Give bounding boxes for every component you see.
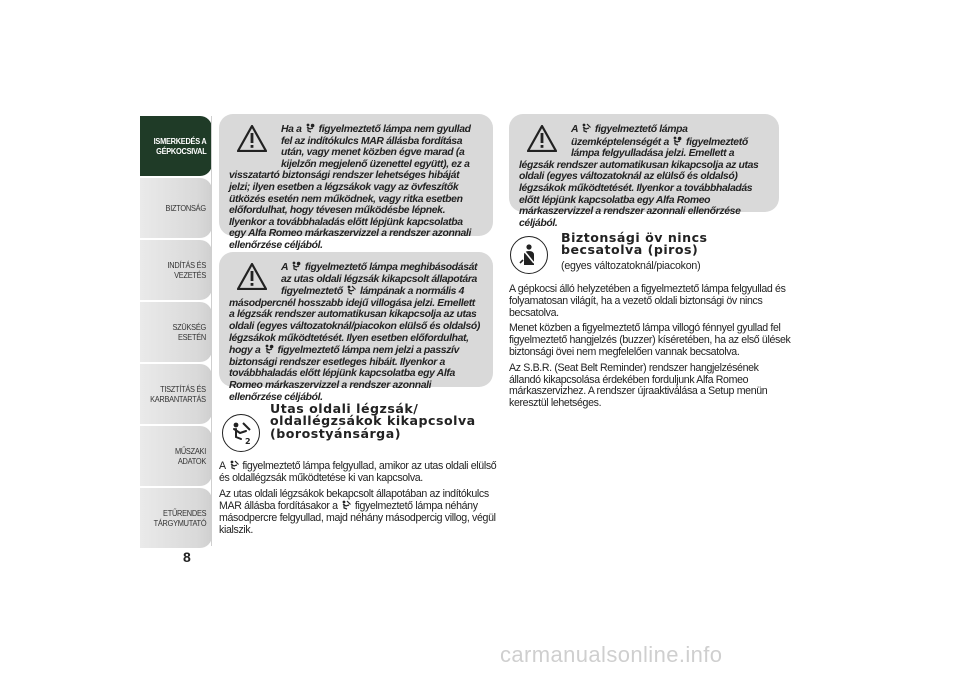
tab-ismerkedes[interactable]: ISMERKEDÉS A GÉPKOCSIVAL — [140, 116, 212, 176]
section-subtitle: (egyes változatoknál/piacokon) — [561, 259, 701, 272]
chapter-sidebar — [140, 116, 212, 550]
watermark: carmanualsonline.info — [500, 642, 723, 667]
airbag-lamp-icon — [305, 123, 315, 133]
airbag-off-lamp-icon — [581, 123, 591, 133]
airbag-lamp-icon — [291, 261, 301, 271]
warning-box-airbag-fault: Ha a figyelmeztető lámpa nem gyullad fel az indítókulcs MAR állásba fordítása után, vagy menet közben égve marad (a kijelzőn megjelenő üzenettel együtt), ez a visszatartó biztonsági rendszer lehetséges hibáját jelzi; ilyen esetben a légzsákok vagy az övfeszítők ütközés esetén nem működnek, vagy ritka esetben előfordulhat, hogy tévesen működésbe lépnek. Ilyenkor a továbbhaladás előtt lépjünk kapcsolatba egy Alfa Romeo márkaszervizzel a rendszer azonnali ellenőrzése céljából. — [219, 114, 493, 236]
airbag-off-lamp-icon — [341, 500, 351, 510]
section-body-seat-belt — [509, 284, 791, 414]
svg-text:2: 2 — [245, 437, 251, 446]
passenger-airbag-off-icon — [222, 414, 260, 452]
tab-biztonsag[interactable]: BIZTONSÁG — [140, 178, 212, 238]
paragraph: Az S.B.R. (Seat Belt Reminder) rendszer hangjelzésének állandó kikapcsolása érdekében forduljunk Alfa Romeo márkaszervizhez. A rendszer újraaktiválása a Setup menün keresztül lehetséges. — [509, 361, 768, 410]
tab-tisztitas[interactable]: TISZTÍTÁS ÉS KARBANTARTÁS — [140, 364, 212, 424]
section-body-passenger-airbag — [219, 460, 501, 541]
sidebar-divider — [211, 116, 212, 546]
paragraph: A figyelmeztető lámpa felgyullad, amikor az utas oldali elülső és oldallégzsák működtetése ki van kapcsolva. — [219, 460, 497, 484]
page-number: 8 — [183, 549, 191, 565]
airbag-lamp-icon — [264, 344, 274, 354]
warning-triangle-icon — [519, 123, 565, 157]
airbag-off-lamp-icon — [229, 460, 239, 470]
warning-box-lamp-inoperative: A figyelmeztető lámpa üzemképtelenségét a figyelmeztető lámpa felgyulladása jelzi. Emellett a légzsák rendszer automatikusan kikapcsolja az utas oldali (egyes változatoknál az elülső és oldalsó) légzsákok működtetését. Ilyenkor a továbbhaladás előtt lépjünk kapcsolatba egy Alfa Romeo márkaszervizzel a rendszer azonnali ellenőrzése céljából. — [509, 114, 779, 212]
section-title-seat-belt: Biztonsági öv nincs becsatolva (piros) (egyes változatoknál/piacokon) — [561, 232, 786, 272]
airbag-lamp-icon — [672, 136, 682, 146]
warning-box-lamp-fault: A figyelmeztető lámpa meghibásodását az utas oldali légzsák kikapcsolt állapotára figyelmeztető lámpának a normális 4 másodpercnél hosszabb idejű villogása jelzi. Emellett a légzsák rendszer automatikusan kikapcsolja az utas oldali (egyes változatoknál/piacokon elülső és oldalsó) légzsákok működtetését. Ilyen esetben előfordulhat, hogy a figyelmeztető lámpa nem jelzi a passzív biztonsági rendszer esetleges hibáit. Ilyenkor a továbbhaladás előtt lépjünk kapcsolatba egy Alfa Romeo márkaszervizzel a rendszer azonnali ellenőrzése céljából. — [219, 252, 493, 387]
tab-szukseg[interactable]: SZÜKSÉG ESETÉN — [140, 302, 212, 362]
paragraph: Menet közben a figyelmeztető lámpa villogó fénnyel gyullad fel figyelmeztető hangjelzés (buzzer) kíséretében, ha az első ülések biztonsági övei nem megfelelően vannak becsatolva. — [509, 322, 791, 358]
airbag-off-lamp-icon — [346, 285, 356, 295]
warning-triangle-icon — [229, 261, 275, 295]
seat-belt-icon — [510, 236, 548, 274]
paragraph: A gépkocsi álló helyzetében a figyelmeztető lámpa felgyullad és folyamatosan világít, ha a vezető oldali biztonsági öv nincs becsatolva. — [509, 283, 786, 319]
tab-inditas[interactable]: INDÍTÁS ÉS VEZETÉS — [140, 240, 212, 300]
paragraph: Az utas oldali légzsákok bekapcsolt állapotában az indítókulcs MAR állásba fordításakor a figyelmeztető lámpa néhány másodpercre felgyullad, majd néhány másodpercig villog, végül kialszik. — [219, 487, 496, 536]
tab-muszaki[interactable]: MŰSZAKI ADATOK — [140, 426, 212, 486]
section-title-passenger-airbag: Utas oldali légzsák/ oldallégzsákok kikapcsolva (borostyánsárga) — [270, 401, 476, 441]
tab-targymutato[interactable]: ETŰRENDES TÁRGYMUTATÓ — [140, 488, 212, 548]
warning-triangle-icon — [229, 123, 275, 157]
